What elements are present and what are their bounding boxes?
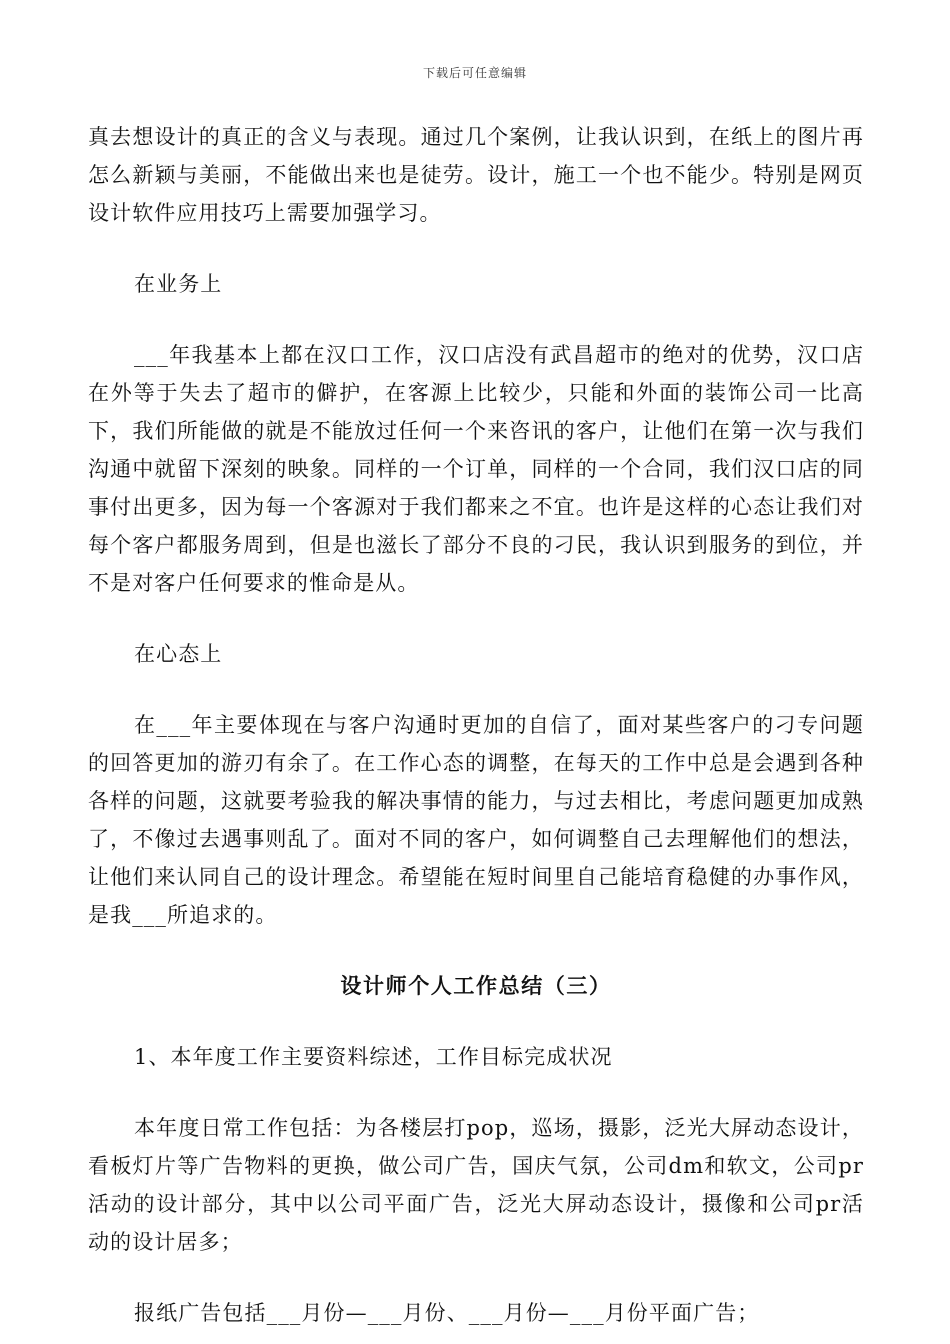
paragraph-business: ___年我基本上都在汉口工作，汉口店没有武昌超市的绝对的优势，汉口店在外等于失去了超市的僻护，在客源上比较少，只能和外面的装饰公司一比高下，我们所能做的就是不能放过任何一个来咨讯的客户，让他们在第一次与我们沟通中就留下深刻的映象。同样的一个订单，同样的一个合同，我们汉口店的同事付出更多，因为每一个客源对于我们都来之不宜。也许是这样的心态让我们对每个客户都服务周到，但是也滋长了部分不良的刁民，我认识到服务的到位，并不是对客户任何要求的惟命是从。 — [88, 343, 864, 595]
section-label-business: 在业务上 — [134, 272, 223, 296]
document-body — [88, 118, 864, 1332]
page-header: 下载后可任意编辑 — [422, 66, 527, 80]
paragraph-daily-work: 本年度日常工作包括：为各楼层打pop，巡场，摄影，泛光大屏动态设计，看板灯片等广告物料的更换，做公司广告，国庆气氛，公司dm和软文，公司pr活动的设计部分，其中以公司平面广告，泛光大屏动态设计，摄像和公司pr活动的设计居多； — [88, 1116, 864, 1254]
section-label-work-summary: 1、本年度工作主要资料综述，工作目标完成状况 — [134, 1045, 613, 1069]
paragraph-mindset: 在___年主要体现在与客户沟通时更加的自信了，面对某些客户的刁专问题的回答更加的游刃有余了。在工作心态的调整，在每天的工作中总是会遇到各种各样的问题，这就要考验我的解决事情的能力，与过去相比，考虑问题更加成熟了，不像过去遇事则乱了。面对不同的客户，如何调整自己去理解他们的想法，让他们来认同自己的设计理念。希望能在短时间里自己能培育稳健的办事作风，是我___所追求的。 — [88, 713, 864, 927]
paragraph-newspaper-ads: 报纸广告包括___月份—___月份、___月份—___月份平面广告； — [134, 1301, 760, 1325]
section-title: 设计师个人工作总结（三） — [340, 974, 612, 998]
section-label-mindset: 在心态上 — [134, 642, 223, 666]
paragraph-design-meaning: 真去想设计的真正的含义与表现。通过几个案例，让我认识到，在纸上的图片再怎么新颖与美丽，不能做出来也是徒劳。设计，施工一个也不能少。特别是网页设计软件应用技巧上需要加强学习。 — [88, 125, 864, 225]
